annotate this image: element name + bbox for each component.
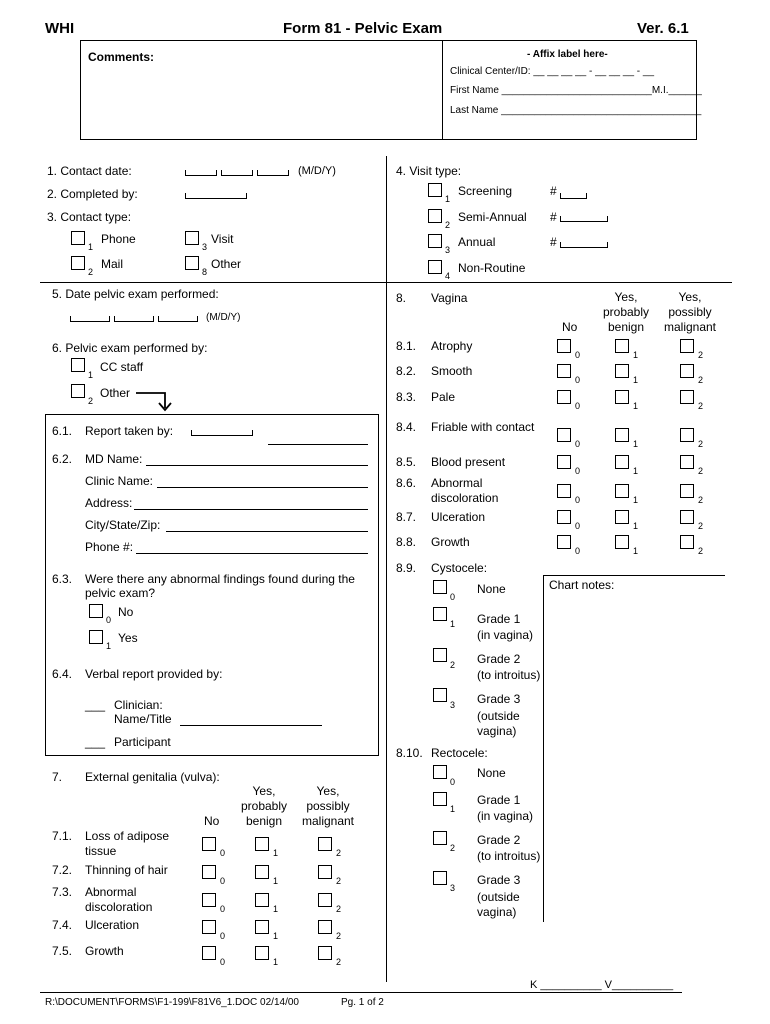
col-header-yes: Yes, <box>252 784 276 798</box>
finding-label: Ulceration <box>85 918 140 932</box>
vagina-checkbox[interactable] <box>557 510 571 524</box>
code: 4 <box>445 271 451 281</box>
code: 0 <box>220 931 226 941</box>
finding-label: Pale <box>431 390 456 404</box>
mdy-hint: (M/D/Y) <box>206 312 241 323</box>
screening-label: Screening <box>458 184 513 198</box>
rectocele-grade3-desc: (outside <box>477 890 520 904</box>
genitalia-checkbox[interactable] <box>255 946 269 960</box>
code: 2 <box>88 267 94 277</box>
contact-other-checkbox[interactable] <box>185 256 199 270</box>
visit-nonroutine-checkbox[interactable] <box>428 260 442 274</box>
code: 2 <box>698 439 704 449</box>
item-number: 8.7. <box>396 510 417 524</box>
genitalia-checkbox[interactable] <box>255 893 269 907</box>
visit-type-label: 4. Visit type: <box>396 164 462 178</box>
cystocele-grade3-label: Grade 3 <box>477 692 521 706</box>
top-column-divider <box>386 156 387 282</box>
finding-label: Blood present <box>431 455 506 469</box>
genitalia-checkbox[interactable] <box>318 946 332 960</box>
cystocele-grade3-checkbox[interactable] <box>433 688 447 702</box>
item-number: 8.8. <box>396 535 417 549</box>
exam-date-day[interactable] <box>114 316 154 322</box>
genitalia-checkbox[interactable] <box>202 920 216 934</box>
code: 1 <box>633 466 639 476</box>
item-number: 7.3. <box>52 885 73 899</box>
code: 0 <box>220 876 226 886</box>
address-field[interactable] <box>134 509 368 510</box>
code: 0 <box>575 546 581 556</box>
vagina-checkbox[interactable] <box>557 428 571 442</box>
col-header-probably: probably <box>602 305 650 319</box>
code: 1 <box>273 931 279 941</box>
code: 2 <box>698 401 704 411</box>
genitalia-checkbox[interactable] <box>318 865 332 879</box>
vagina-checkbox[interactable] <box>557 339 571 353</box>
cystocele-label: Cystocele: <box>431 561 488 575</box>
participant-blank[interactable]: ___ <box>85 735 106 749</box>
vagina-checkbox[interactable] <box>557 535 571 549</box>
semiannual-number-field[interactable] <box>560 216 608 222</box>
footer-rule <box>40 992 682 993</box>
rectocele-grade2-label: Grade 2 <box>477 833 521 847</box>
code: 2 <box>698 466 704 476</box>
cystocele-grade1-label: Grade 1 <box>477 612 521 626</box>
vagina-checkbox[interactable] <box>557 364 571 378</box>
mail-label: Mail <box>101 257 124 271</box>
performed-other-checkbox[interactable] <box>71 384 85 398</box>
genitalia-checkbox[interactable] <box>202 865 216 879</box>
finding-label: Growth <box>431 535 470 549</box>
code: 1 <box>88 242 94 252</box>
performed-by-label: 6. Pelvic exam performed by: <box>52 341 208 355</box>
code: 2 <box>450 660 456 670</box>
code: 1 <box>633 521 639 531</box>
genitalia-checkbox[interactable] <box>202 946 216 960</box>
code: 1 <box>450 804 456 814</box>
item-number: 8.9. <box>396 561 417 575</box>
code: 0 <box>450 777 456 787</box>
item-number: 7.2. <box>52 863 73 877</box>
code: 8 <box>202 267 208 277</box>
code: 0 <box>575 466 581 476</box>
clinical-center-field[interactable]: Clinical Center/ID: __ __ __ __ - __ __ __ - __ <box>450 66 655 77</box>
col-header-no: No <box>562 320 578 334</box>
affix-label-title: - Affix label here- <box>527 49 608 60</box>
md-name-field[interactable] <box>146 465 368 466</box>
vagina-checkbox[interactable] <box>615 510 629 524</box>
vagina-checkbox[interactable] <box>615 390 629 404</box>
rectocele-label: Rectocele: <box>431 746 488 760</box>
code: 0 <box>575 495 581 505</box>
code: 0 <box>106 615 112 625</box>
finding-label: Growth <box>85 944 124 958</box>
code: 3 <box>450 700 456 710</box>
code: 0 <box>575 401 581 411</box>
participant-label: Participant <box>114 735 171 749</box>
code: 0 <box>575 521 581 531</box>
code: 1 <box>633 375 639 385</box>
col-header-yes: Yes, <box>614 290 638 304</box>
contact-date-month[interactable] <box>185 170 217 176</box>
code: 0 <box>220 848 226 858</box>
contact-date-day[interactable] <box>221 170 253 176</box>
vagina-checkbox[interactable] <box>680 364 694 378</box>
rectocele-none-checkbox[interactable] <box>433 765 447 779</box>
genitalia-checkbox[interactable] <box>202 893 216 907</box>
hash-label: # <box>550 184 557 198</box>
report-taken-label: Report taken by: <box>85 424 174 438</box>
cystocele-grade3-desc: (outside <box>477 709 520 723</box>
vagina-checkbox[interactable] <box>680 484 694 498</box>
cc-staff-label: CC staff <box>100 360 144 374</box>
genitalia-checkbox[interactable] <box>202 837 216 851</box>
keyer-verifier-line[interactable]: K __________ V__________ <box>530 979 674 991</box>
code: 2 <box>445 220 451 230</box>
clinic-name-field[interactable] <box>157 487 368 488</box>
rectocele-none-label: None <box>477 766 506 780</box>
code: 2 <box>336 876 342 886</box>
code: 1 <box>633 495 639 505</box>
code: 1 <box>106 641 112 651</box>
semiannual-label: Semi-Annual <box>458 210 527 224</box>
clinic-name-label: Clinic Name: <box>85 474 154 488</box>
code: 2 <box>698 350 704 360</box>
first-name-field[interactable]: First Name ___________________________M.I.______ <box>450 85 702 96</box>
vagina-checkbox[interactable] <box>680 510 694 524</box>
item-number: 8. <box>396 291 407 305</box>
vagina-checkbox[interactable] <box>615 428 629 442</box>
chart-notes-label: Chart notes: <box>549 578 615 592</box>
finding-label-cont: tissue <box>85 844 117 858</box>
col-header-yes: Yes, <box>678 290 702 304</box>
phone-number-field[interactable] <box>136 553 368 554</box>
city-state-zip-label: City/State/Zip: <box>85 518 161 532</box>
code: 1 <box>633 439 639 449</box>
visit-semiannual-checkbox[interactable] <box>428 209 442 223</box>
other-label: Other <box>211 257 242 271</box>
last-name-field[interactable]: Last Name ____________________________________ <box>450 105 702 116</box>
code: 2 <box>698 375 704 385</box>
code: 0 <box>575 350 581 360</box>
chart-notes-top <box>543 575 725 576</box>
item-number: 8.1. <box>396 339 417 353</box>
annual-number-field[interactable] <box>560 242 608 248</box>
code: 0 <box>220 957 226 967</box>
item-number: 8.3. <box>396 390 417 404</box>
report-taken-field[interactable] <box>191 430 253 436</box>
arrow-down-icon <box>135 388 175 414</box>
city-state-zip-field[interactable] <box>166 531 368 532</box>
vagina-checkbox[interactable] <box>680 455 694 469</box>
annual-label: Annual <box>458 235 496 249</box>
vagina-checkbox[interactable] <box>680 390 694 404</box>
no-label: No <box>118 605 134 619</box>
cystocele-none-label: None <box>477 582 506 596</box>
hash-label: # <box>550 210 557 224</box>
screening-number-field[interactable] <box>560 193 587 199</box>
genitalia-checkbox[interactable] <box>318 893 332 907</box>
rectocele-grade3-checkbox[interactable] <box>433 871 447 885</box>
col-header-no: No <box>204 814 220 828</box>
finding-label: Loss of adipose <box>85 829 170 843</box>
vagina-checkbox[interactable] <box>615 339 629 353</box>
col-header-malignant: malignant <box>663 320 717 334</box>
code: 2 <box>450 843 456 853</box>
rectocele-grade3-label: Grade 3 <box>477 873 521 887</box>
item-number: 8.4. <box>396 420 417 434</box>
document-path: R:\DOCUMENT\FORMS\F1-199\F81V6_1.DOC 02/14/00 <box>45 997 299 1008</box>
code: 1 <box>633 546 639 556</box>
cystocele-grade3-desc2: vagina) <box>477 724 517 738</box>
col-header-malignant: malignant <box>301 814 355 828</box>
code: 0 <box>575 375 581 385</box>
yes-label: Yes <box>118 631 138 645</box>
code: 0 <box>220 904 226 914</box>
code: 1 <box>633 401 639 411</box>
rectocele-grade1-checkbox[interactable] <box>433 792 447 806</box>
abnormal-findings-question: Were there any abnormal findings found during the <box>85 572 355 586</box>
item-number: 7. <box>52 770 63 784</box>
address-label: Address: <box>85 496 133 510</box>
rectocele-grade2-desc: (to introitus) <box>477 849 541 863</box>
comments-label: Comments: <box>88 50 155 64</box>
exam-date-month[interactable] <box>70 316 110 322</box>
name-title-label: Name/Title <box>114 712 172 726</box>
code: 1 <box>633 350 639 360</box>
code: 3 <box>450 883 456 893</box>
cystocele-grade1-checkbox[interactable] <box>433 607 447 621</box>
code: 2 <box>336 931 342 941</box>
contact-date-label: 1. Contact date: <box>47 164 132 178</box>
cystocele-grade1-desc: (in vagina) <box>477 628 534 642</box>
code: 1 <box>445 194 451 204</box>
report-taken-line[interactable] <box>268 444 368 445</box>
finding-label: Friable with contact <box>431 420 535 434</box>
code: 3 <box>202 242 208 252</box>
col-header-probably: probably <box>240 799 288 813</box>
code: 1 <box>273 957 279 967</box>
finding-label: Abnormal <box>85 885 137 899</box>
verbal-report-label: Verbal report provided by: <box>85 667 223 681</box>
phone-label: Phone <box>101 232 136 246</box>
code: 2 <box>698 521 704 531</box>
other-label: Other <box>100 386 131 400</box>
code: 1 <box>273 904 279 914</box>
item-number: 6.3. <box>52 572 73 586</box>
code: 3 <box>445 245 451 255</box>
form-series: WHI <box>45 20 75 37</box>
item-number: 8.2. <box>396 364 417 378</box>
rectocele-grade2-checkbox[interactable] <box>433 831 447 845</box>
vagina-label: Vagina <box>431 291 468 305</box>
visit-annual-checkbox[interactable] <box>428 234 442 248</box>
item-number: 6.1. <box>52 424 73 438</box>
item-number: 6.2. <box>52 452 73 466</box>
main-column-divider <box>386 282 387 982</box>
genitalia-checkbox[interactable] <box>255 920 269 934</box>
code: 1 <box>273 876 279 886</box>
rectocele-grade1-desc: (in vagina) <box>477 809 534 823</box>
col-header-benign: benign <box>607 320 645 334</box>
comments-divider <box>442 41 443 139</box>
page-title: Form 81 - Pelvic Exam <box>283 20 443 37</box>
code: 1 <box>450 619 456 629</box>
code: 2 <box>698 546 704 556</box>
page-number: Pg. 1 of 2 <box>341 997 384 1008</box>
vagina-checkbox[interactable] <box>557 390 571 404</box>
col-header-possibly: possibly <box>306 799 350 813</box>
vagina-checkbox[interactable] <box>680 339 694 353</box>
contact-type-label: 3. Contact type: <box>47 210 132 224</box>
vagina-checkbox[interactable] <box>680 535 694 549</box>
abnormal-findings-question-cont: pelvic exam? <box>85 586 156 600</box>
name-title-field[interactable] <box>180 725 322 726</box>
rectocele-grade3-desc2: vagina) <box>477 905 517 919</box>
exam-date-label: 5. Date pelvic exam performed: <box>52 287 219 301</box>
hash-label: # <box>550 235 557 249</box>
clinician-label: Clinician: <box>114 698 163 712</box>
nonroutine-label: Non-Routine <box>458 261 526 275</box>
contact-phone-checkbox[interactable] <box>71 231 85 245</box>
vagina-checkbox[interactable] <box>557 484 571 498</box>
item-number: 7.4. <box>52 918 73 932</box>
finding-label: Atrophy <box>431 339 473 353</box>
genitalia-checkbox[interactable] <box>255 865 269 879</box>
md-name-label: MD Name: <box>85 452 143 466</box>
mdy-hint: (M/D/Y) <box>298 165 336 177</box>
exam-date-year[interactable] <box>158 316 198 322</box>
vagina-checkbox[interactable] <box>615 535 629 549</box>
visit-label: Visit <box>211 232 234 246</box>
vagina-checkbox[interactable] <box>615 364 629 378</box>
vagina-checkbox[interactable] <box>615 484 629 498</box>
cystocele-grade2-desc: (to introitus) <box>477 668 541 682</box>
vagina-checkbox[interactable] <box>557 455 571 469</box>
vagina-checkbox[interactable] <box>615 455 629 469</box>
cystocele-grade2-label: Grade 2 <box>477 652 521 666</box>
code: 2 <box>698 495 704 505</box>
code: 1 <box>88 370 94 380</box>
completed-by-label: 2. Completed by: <box>47 187 138 201</box>
findings-no-checkbox[interactable] <box>89 604 103 618</box>
performed-cc-staff-checkbox[interactable] <box>71 358 85 372</box>
finding-label-cont: discoloration <box>85 900 153 914</box>
item-number: 8.5. <box>396 455 417 469</box>
contact-date-year[interactable] <box>257 170 289 176</box>
item-number: 6.4. <box>52 667 73 681</box>
item-number: 8.6. <box>396 476 417 490</box>
code: 0 <box>575 439 581 449</box>
rectocele-grade1-label: Grade 1 <box>477 793 521 807</box>
visit-screening-checkbox[interactable] <box>428 183 442 197</box>
item-number: 8.10. <box>396 746 423 760</box>
completed-by-field[interactable] <box>185 193 247 199</box>
code: 2 <box>88 396 94 406</box>
finding-label: Smooth <box>431 364 473 378</box>
finding-label: Thinning of hair <box>85 863 168 877</box>
clinician-blank[interactable]: ___ <box>85 698 106 712</box>
genitalia-checkbox[interactable] <box>255 837 269 851</box>
col-header-possibly: possibly <box>668 305 712 319</box>
col-header-benign: benign <box>245 814 283 828</box>
cystocele-grade2-checkbox[interactable] <box>433 648 447 662</box>
external-genitalia-label: External genitalia (vulva): <box>85 770 220 784</box>
contact-visit-checkbox[interactable] <box>185 231 199 245</box>
genitalia-checkbox[interactable] <box>318 920 332 934</box>
vagina-checkbox[interactable] <box>680 428 694 442</box>
code: 2 <box>336 848 342 858</box>
finding-label: Abnormal <box>431 476 483 490</box>
item-number: 7.5. <box>52 944 73 958</box>
finding-label-cont: discoloration <box>431 491 499 505</box>
code: 0 <box>450 592 456 602</box>
code: 2 <box>336 904 342 914</box>
phone-number-label: Phone #: <box>85 540 134 554</box>
chart-notes-border <box>543 575 544 922</box>
col-header-yes: Yes, <box>316 784 340 798</box>
findings-yes-checkbox[interactable] <box>89 630 103 644</box>
code: 1 <box>273 848 279 858</box>
genitalia-checkbox[interactable] <box>318 837 332 851</box>
cystocele-none-checkbox[interactable] <box>433 580 447 594</box>
version-label: Ver. 6.1 <box>637 20 689 37</box>
item-number: 7.1. <box>52 829 73 843</box>
code: 2 <box>336 957 342 967</box>
finding-label: Ulceration <box>431 510 486 524</box>
contact-mail-checkbox[interactable] <box>71 256 85 270</box>
